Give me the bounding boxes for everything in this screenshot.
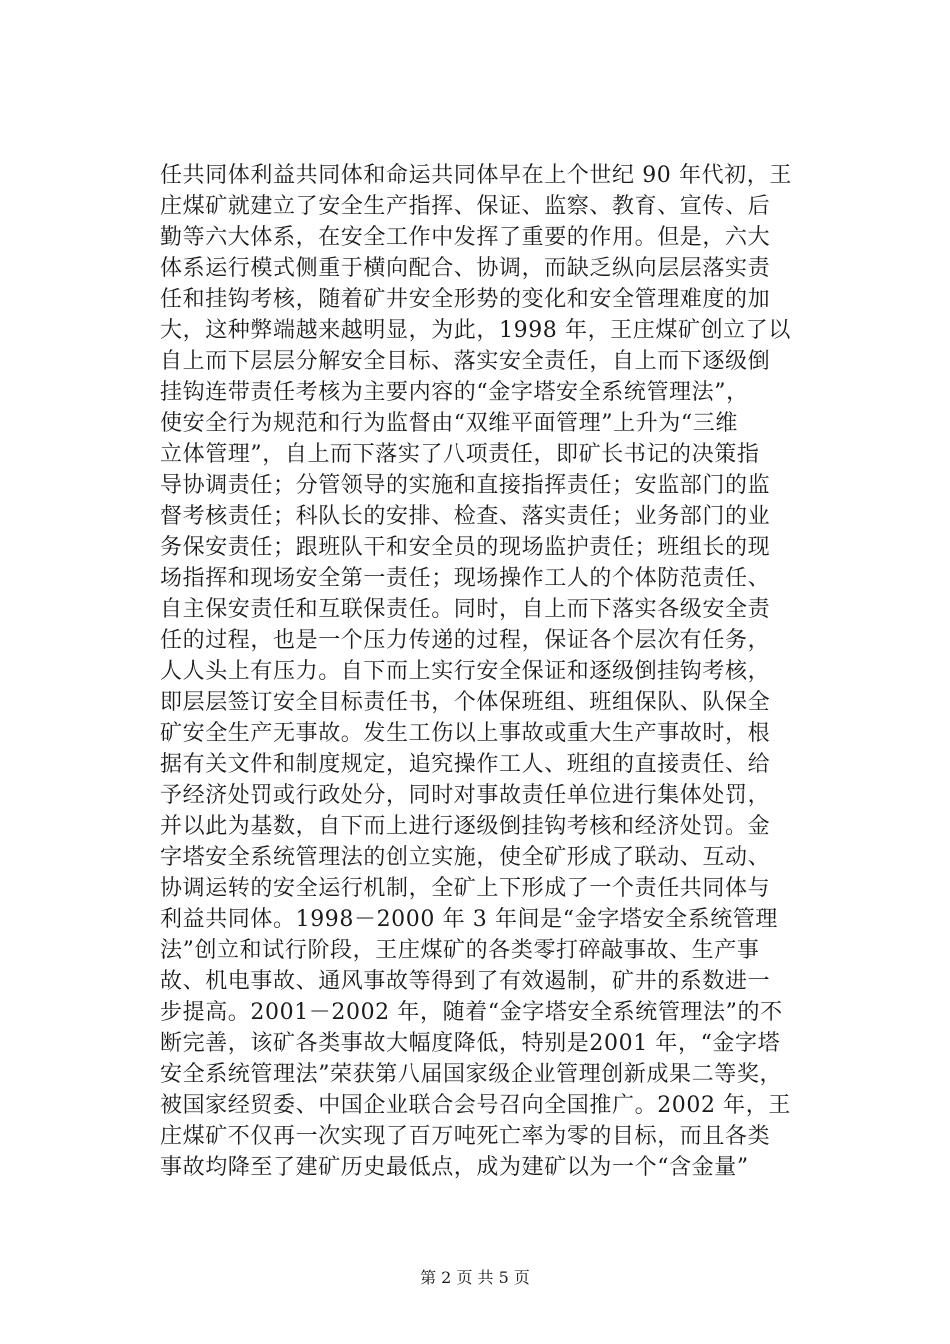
text-line: 并以此为基数，自下而上进行逐级倒挂钩考核和经济处罚。金	[160, 814, 771, 839]
text-line: 导协调责任；分管领导的实施和直接指挥责任；安监部门的监	[160, 473, 771, 498]
text-line: 安全系统管理法”荣获第八届国家级企业管理创新成果二等奖，	[160, 1062, 783, 1087]
text-line: 使安全行为规范和行为监督由“双维平面管理”上升为“三维	[160, 411, 738, 436]
text-line: 断完善，该矿各类事故大幅度降低，特别是2001 年，“金字塔	[160, 1031, 781, 1056]
text-line: 矿安全生产无事故。发生工伤以上事故或重大生产事故时，根	[160, 721, 771, 746]
text-line: 勤等六大体系，在安全工作中发挥了重要的作用。但是，六大	[160, 225, 771, 250]
text-line: 协调运转的安全运行机制，全矿上下形成了一个责任共同体与	[160, 876, 771, 901]
body-paragraph	[160, 160, 840, 1183]
page-number-footer: 第 2 页 共 5 页	[420, 1268, 530, 1287]
text-line: 庄煤矿就建立了安全生产指挥、保证、监察、教育、宣传、后	[160, 194, 771, 219]
text-line: 步提高。2001－2002 年，随着“金字塔安全系统管理法”的不	[160, 1000, 783, 1025]
text-line: 自上而下层层分解安全目标、落实安全责任，自上而下逐级倒	[160, 349, 771, 374]
text-line: 据有关文件和制度规定，追究操作工人、班组的直接责任、给	[160, 752, 771, 777]
text-line: 庄煤矿不仅再一次实现了百万吨死亡率为零的目标，而且各类	[160, 1124, 771, 1149]
text-line: 任的过程，也是一个压力传递的过程，保证各个层次有任务，	[160, 628, 771, 653]
text-line: 被国家经贸委、中国企业联合会号召向全国推广。2002 年，王	[160, 1093, 791, 1118]
text-line: 场指挥和现场安全第一责任；现场操作工人的个体防范责任、	[160, 566, 771, 591]
text-line: 予经济处罚或行政处分，同时对事故责任单位进行集体处罚，	[160, 783, 771, 808]
text-line: 体系运行模式侧重于横向配合、协调，而缺乏纵向层层落实责	[160, 256, 771, 281]
text-line: 即层层签订安全目标责任书，个体保班组、班组保队、队保全	[160, 690, 771, 715]
text-line: 任和挂钩考核，随着矿井安全形势的变化和安全管理难度的加	[160, 287, 771, 312]
text-line: 大，这种弊端越来越明显，为此，1998 年，王庄煤矿创立了以	[160, 318, 791, 343]
text-line: 人人头上有压力。自下而上实行安全保证和逐级倒挂钩考核，	[160, 659, 771, 684]
text-line: 自主保安责任和互联保责任。同时，自上而下落实各级安全责	[160, 597, 771, 622]
text-line: 利益共同体。1998－2000 年 3 年间是“金字塔安全系统管理	[160, 907, 779, 932]
text-line: 务保安责任；跟班队干和安全员的现场监护责任；班组长的现	[160, 535, 771, 560]
text-line: 故、机电事故、通风事故等得到了有效遏制，矿井的系数进一	[160, 969, 771, 994]
text-line: 立体管理”，自上而下落实了八项责任，即矿长书记的决策指	[160, 442, 760, 467]
text-line: 字塔安全系统管理法的创立实施，使全矿形成了联动、互动、	[160, 845, 771, 870]
text-line: 督考核责任；科队长的安排、检查、落实责任；业务部门的业	[160, 504, 771, 529]
text-line: 任共同体利益共同体和命运共同体早在上个世纪 90 年代初，王	[160, 163, 792, 188]
text-line: 法”创立和试行阶段，王庄煤矿的各类零打碎敲事故、生产事	[160, 938, 760, 963]
text-line: 事故均降至了建矿历史最低点，成为建矿以为一个“含金量”	[160, 1155, 749, 1180]
text-line: 挂钩连带责任考核为主要内容的“金字塔安全系统管理法”，	[160, 380, 749, 405]
